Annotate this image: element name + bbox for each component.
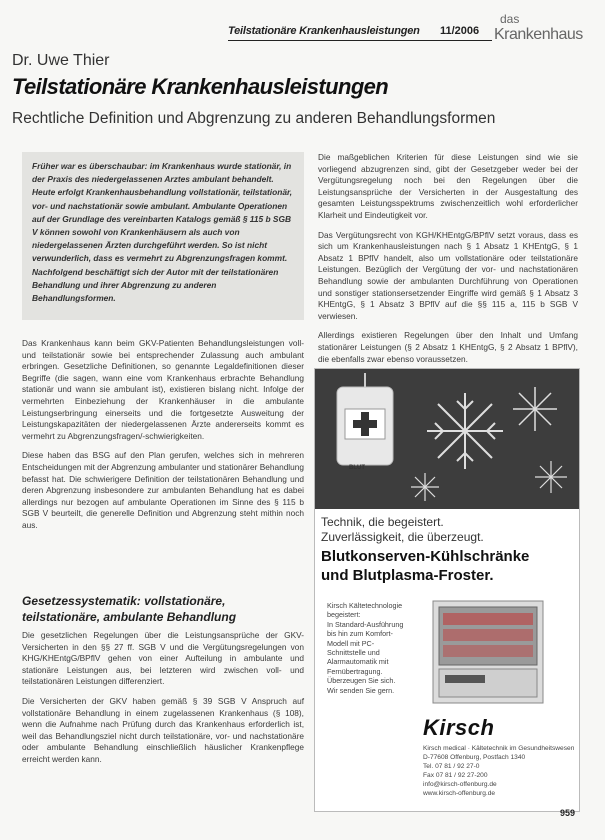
ad-feature: Überzeugen Sie sich. — [327, 676, 396, 686]
ad-contact-line: Kirsch medical · Kältetechnik im Gesundheitswesen — [423, 745, 575, 752]
running-title: Teilstationäre Krankenhausleistungen — [228, 25, 420, 37]
refrigerator-photo — [423, 597, 553, 707]
ad-headline-line: Blutkonserven-Kühlschränke — [321, 548, 530, 565]
logo-small-word: das — [500, 12, 520, 26]
paragraph: Allerdings existieren Regelungen über den Inhalt und Umfang stationärer Leistungen (§ 2 Absatz 1 KHEntgG, § 2 Absatz 1 BPflV), die ebenfalls zwar ebenso voraussetzen. — [318, 330, 578, 364]
ad-features — [327, 601, 409, 695]
ad-headline — [321, 547, 529, 585]
ad-feature: Kirsch Kältetechnologie begeistert: — [327, 601, 403, 620]
paragraph: Das Vergütungsrecht von KGH/KHEntgG/BPflV setzt voraus, dass es sich um Krankenhausleistungen nach § 1 Absatz 1 KHEntgG, § 1 Absatz 1 BPflV handelt, also um vollstationäre oder teilstationäre Leistungen. Bezüglich der Vergütung der vor- und nachstationären Behandlung sowie der ambulanten Durchführung von Operationen und sonstiger stationsersetzender Eingriffe wird gemäß § 1 Absatz 3 KHEntgG, § 1 Absatz 3 BPflV auf die §§ 115 a, 115 b SGB V verwiesen. — [318, 229, 578, 321]
ad-contact-line: Tel. 07 81 / 92 27-0 — [423, 763, 480, 770]
ad-feature: In Standard-Ausführung bis hin zum Komfort-Modell mit PC-Schnittstelle und Alarmautomatik mit Fernübertragung. — [327, 619, 404, 676]
issue-number: 11/2006 — [440, 25, 480, 37]
ad-contact-line: www.kirsch-offenburg.de — [423, 790, 496, 797]
left-column-section — [22, 630, 304, 774]
snowflake-icon — [315, 369, 579, 509]
ad-slogan-line: Zuverlässigkeit, die überzeugt. — [321, 530, 484, 544]
article-title: Teilstationäre Krankenhausleistungen — [12, 74, 389, 99]
advertisement — [314, 368, 580, 812]
journal-logo — [494, 12, 590, 46]
paragraph: Die gesetzlichen Regelungen über die Leistungsansprüche der GKV-Versicherten in den §§ 27 ff. SGB V und die Vergütungsregelungen von KHG/KHEntgG/BPflV gehen von einer Aufteilung in ambulante und stationäre Leistungen aus, bei letzteren wird zwischen voll- und teilstationären Leistungen differenziert. — [22, 630, 304, 687]
blood-bag-icon — [337, 373, 393, 465]
page-number: 959 — [560, 808, 576, 818]
ad-contact — [423, 744, 574, 798]
ad-feature: Wir senden Sie gern. — [327, 685, 395, 695]
paragraph: Das Krankenhaus kann beim GKV-Patienten Behandlungsleistungen voll- und teilstationär sowie bei entsprechender Zulassung auch ambulant erbringen. Gesetzliche Definitionen, so genannte Legaldefinitionen dieser Begriffe (die sagen, wann eine vom Krankenhaus erbrachte Behandlung stationär und wann sie ambulant ist), existieren bislang nicht. Infolge der vermehrten Einbeziehung der Krankenhäuser in die ambulante Leistungserbringung einerseits und die fortgesetzte Ausweitung der Leistungskapazitäten der niedergelassenen Ärzte andererseits kommt es vermehrt zu Abgrenzungsfragen/-schwierigkeiten. — [22, 338, 304, 441]
paragraph: Die maßgeblichen Kriterien für diese Leistungen sind wie sie vorliegend abzugrenzen sind, gibt der Gesetzgeber weder bei der Vergütungsregelung noch bei den Regelungen über die Leistungsansprüche der Versicherten in der Ausgestaltung des gesamten Leistungsspektrums zwischenzeitlich wohl erforderlicher Klarheit und Eindeutigkeit vor. — [318, 152, 578, 220]
right-column — [318, 152, 578, 373]
article-subtitle: Rechtliche Definition und Abgrenzung zu anderen Behandlungsformen — [12, 110, 496, 127]
paragraph: Diese haben das BSG auf den Plan gerufen, welches sich in mehreren Entscheidungen mit der Abgrenzung ambulanter und stationärer Behandlung befasst hat. Die schwierigere Definition der teilstationären Behandlung und deren Abgrenzung insbesondere zur ambulanten Behandlung hat es dabei allerdings nur bezogen auf ambulante Operationen im Sinne des § 115 b SGB V beurteilt, die generelle Definition und Abgrenzung steht mithin noch aus. — [22, 450, 304, 530]
ad-slogan-line: Technik, die begeistert. — [321, 515, 444, 529]
logo-large-word: Krankenhaus — [494, 26, 583, 43]
ad-brand: Kirsch — [423, 715, 495, 740]
author: Dr. Uwe Thier — [12, 52, 110, 69]
lead-text: Früher war es überschaubar: im Krankenhaus wurde stationär, in der Praxis des niedergelassenen Arztes ambulant behandelt. Heute erfolgt Krankenhausbehandlung vollstationär, teilstationär, vor- und nachstationär sowie ambulant. Ambulante Operationen auf der Grundlage des vereinbarten Katalogs gemäß § 115 b SGB V können sowohl von Krankenhäusern als auch von niedergelassenen Ärzten durchgeführt werden. So ist nicht verwunderlich, dass es vermehrt zu Abgrenzungsfragen kommt. Nachfolgend beschäftigt sich der Autor mit der teilstationären Behandlung und ihrer Abgrenzung zu anderen Behandlungsformen. — [32, 161, 293, 304]
lead-box — [22, 152, 304, 320]
ad-contact-line: D-77608 Offenburg, Postfach 1340 — [423, 754, 526, 761]
ad-headline-line: und Blutplasma-Froster. — [321, 567, 494, 584]
ad-contact-line: info@kirsch-offenburg.de — [423, 781, 497, 788]
ad-contact-line: Fax 07 81 / 92 27-200 — [423, 772, 488, 779]
header-rule — [228, 40, 492, 41]
left-column-intro — [22, 338, 304, 540]
ad-slogan — [321, 515, 484, 545]
section-heading: Gesetzessystematik: vollstationäre, teilstationäre, ambulante Behandlung — [22, 594, 237, 624]
paragraph: Die Versicherten der GKV haben gemäß § 39 SGB V Anspruch auf vollstationäre Behandlung in einem zugelassenen Krankenhaus (§ 108), wenn die Aufnahme nach Prüfung durch das Krankenhaus erforderlich ist, weil das Behandlungsziel nicht durch teilstationäre, vor- und nachstationäre oder ambulante Behandlung einschließlich häuslicher Krankenpflege erreicht werden kann. — [22, 695, 304, 764]
ad-image-snowflakes — [315, 369, 579, 509]
blood-bag-label: BLUT — [349, 465, 365, 471]
